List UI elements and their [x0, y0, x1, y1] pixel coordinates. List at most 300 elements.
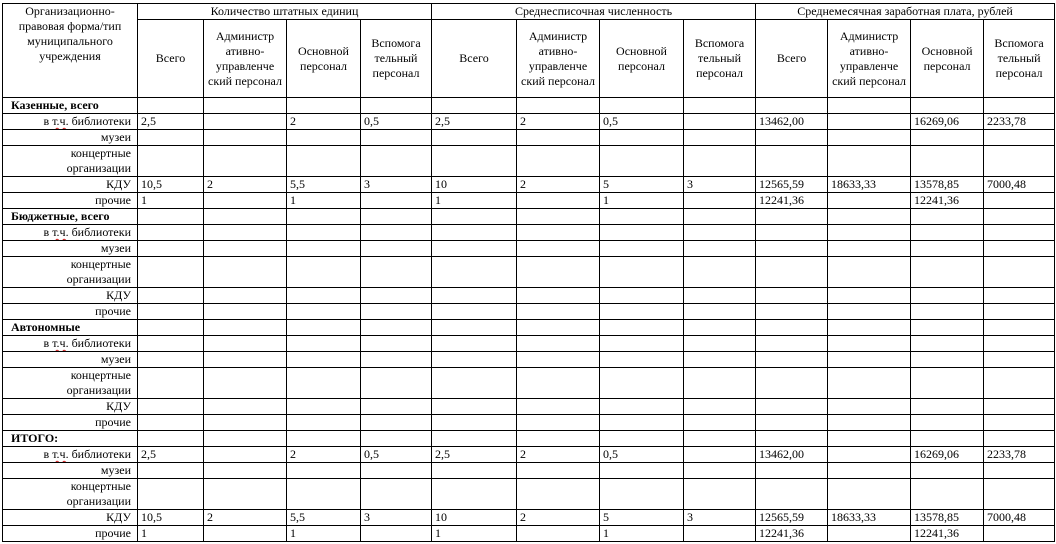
- subheader-admin-staff: Администр ативно-управленче ский персонал: [204, 20, 287, 98]
- subheader-main-staff: Основной персонал: [600, 20, 684, 98]
- table-cell: [600, 463, 684, 479]
- table-cell: 0,5: [361, 114, 432, 130]
- table-cell: 13578,85: [911, 177, 984, 193]
- table-cell: [684, 130, 756, 146]
- table-cell: [517, 352, 600, 368]
- table-cell: [517, 320, 600, 336]
- table-cell: [684, 288, 756, 304]
- table-cell: [517, 225, 600, 241]
- table-cell: [756, 241, 828, 257]
- table-cell: [756, 479, 828, 510]
- table-cell: 2,5: [138, 114, 204, 130]
- table-cell: [756, 336, 828, 352]
- table-cell: [361, 431, 432, 447]
- table-cell: [432, 241, 517, 257]
- table-cell: [204, 352, 287, 368]
- table-cell: [984, 352, 1055, 368]
- group-label: Казенные, всего: [3, 98, 138, 114]
- table-row: [3, 352, 1055, 368]
- table-cell: [204, 288, 287, 304]
- table-cell: [828, 146, 911, 177]
- table-cell: [756, 225, 828, 241]
- table-cell: [432, 130, 517, 146]
- table-cell: [138, 225, 204, 241]
- table-cell: [828, 320, 911, 336]
- table-cell: [828, 336, 911, 352]
- staff-salary-table: [2, 3, 1055, 542]
- subheader-admin-staff: Администр ативно-управленче ский персонал: [517, 20, 600, 98]
- table-cell: [828, 257, 911, 288]
- table-cell: [828, 193, 911, 209]
- table-cell: [684, 431, 756, 447]
- table-row: [3, 463, 1055, 479]
- table-cell: [828, 130, 911, 146]
- table-row: [3, 368, 1055, 399]
- subheader-total: Всего: [756, 20, 828, 98]
- table-cell: 1: [287, 526, 361, 542]
- table-cell: [684, 352, 756, 368]
- table-cell: [828, 225, 911, 241]
- table-cell: [828, 368, 911, 399]
- table-cell: [361, 98, 432, 114]
- table-cell: [138, 463, 204, 479]
- table-cell: 10,5: [138, 510, 204, 526]
- row-label: музеи: [3, 352, 138, 368]
- table-cell: [361, 304, 432, 320]
- table-cell: [138, 431, 204, 447]
- table-cell: [684, 463, 756, 479]
- row-label-suffix: библиотеки: [68, 336, 131, 350]
- table-cell: [600, 399, 684, 415]
- table-cell: [828, 304, 911, 320]
- table-cell: [517, 98, 600, 114]
- table-cell: [684, 98, 756, 114]
- table-cell: [432, 399, 517, 415]
- table-row: [3, 146, 1055, 177]
- table-cell: [138, 257, 204, 288]
- row-label: музеи: [3, 463, 138, 479]
- row-label: прочие: [3, 526, 138, 542]
- table-cell: [287, 241, 361, 257]
- table-cell: [287, 98, 361, 114]
- row-label: концертные организации: [3, 146, 138, 177]
- table-cell: [287, 463, 361, 479]
- table-cell: [756, 399, 828, 415]
- table-cell: [911, 320, 984, 336]
- table-cell: [984, 146, 1055, 177]
- table-cell: 2: [517, 510, 600, 526]
- table-cell: [828, 447, 911, 463]
- table-cell: [600, 146, 684, 177]
- table-cell: 5: [600, 510, 684, 526]
- table-cell: [684, 336, 756, 352]
- row-label-prefix: в: [43, 225, 53, 239]
- table-cell: [204, 368, 287, 399]
- table-cell: [432, 463, 517, 479]
- table-cell: [984, 241, 1055, 257]
- group-label: ИТОГО:: [3, 431, 138, 447]
- row-label-suffix: библиотеки: [68, 447, 131, 461]
- table-cell: [361, 479, 432, 510]
- table-cell: [984, 288, 1055, 304]
- row-label-prefix: в: [43, 114, 53, 128]
- header-row-groups: [3, 4, 1055, 20]
- table-cell: [600, 130, 684, 146]
- table-cell: [600, 479, 684, 510]
- subheader-admin-staff: Администр ативно-управленче ский персонал: [828, 20, 911, 98]
- table-cell: [517, 431, 600, 447]
- table-cell: 10: [432, 510, 517, 526]
- table-cell: [600, 304, 684, 320]
- table-group-row: [3, 209, 1055, 225]
- header-group-avg-salary: Среднемесячная заработная плата, рублей: [756, 4, 1055, 20]
- table-cell: 2,5: [432, 114, 517, 130]
- table-cell: 2: [287, 114, 361, 130]
- table-cell: [361, 193, 432, 209]
- table-cell: [600, 415, 684, 431]
- table-cell: [756, 209, 828, 225]
- table-cell: [756, 320, 828, 336]
- table-cell: 2: [204, 177, 287, 193]
- table-cell: [204, 320, 287, 336]
- table-row: [3, 225, 1055, 241]
- table-cell: [911, 463, 984, 479]
- table-cell: 7000,48: [984, 510, 1055, 526]
- table-cell: [828, 463, 911, 479]
- table-cell: [984, 368, 1055, 399]
- row-label: концертные организации: [3, 368, 138, 399]
- table-cell: [287, 399, 361, 415]
- row-label-abbrev: т.ч.: [52, 447, 69, 461]
- table-cell: 0,5: [361, 447, 432, 463]
- table-cell: [517, 304, 600, 320]
- row-label: музеи: [3, 241, 138, 257]
- subheader-total: Всего: [138, 20, 204, 98]
- table-cell: [361, 225, 432, 241]
- row-label-abbrev: т.ч.: [52, 114, 69, 128]
- row-label-prefix: в: [43, 336, 53, 350]
- table-cell: [204, 114, 287, 130]
- table-cell: [138, 130, 204, 146]
- table-cell: 2: [517, 447, 600, 463]
- table-cell: [204, 431, 287, 447]
- table-cell: [828, 288, 911, 304]
- header-row-subcolumns: [3, 20, 1055, 98]
- table-cell: [517, 257, 600, 288]
- table-cell: [361, 241, 432, 257]
- row-label: КДУ: [3, 399, 138, 415]
- table-cell: [517, 368, 600, 399]
- table-cell: [984, 209, 1055, 225]
- table-cell: [684, 193, 756, 209]
- table-cell: 2,5: [432, 447, 517, 463]
- table-cell: [600, 368, 684, 399]
- table-cell: [517, 288, 600, 304]
- table-cell: [600, 225, 684, 241]
- table-cell: 2: [517, 114, 600, 130]
- table-cell: 1: [432, 193, 517, 209]
- row-label-prefix: в: [43, 447, 53, 461]
- table-cell: [517, 415, 600, 431]
- table-cell: [828, 241, 911, 257]
- table-cell: [432, 336, 517, 352]
- table-cell: 12241,36: [911, 526, 984, 542]
- subheader-main-staff: Основной персонал: [287, 20, 361, 98]
- table-cell: [984, 257, 1055, 288]
- table-cell: [287, 257, 361, 288]
- table-cell: 2: [204, 510, 287, 526]
- table-cell: [911, 98, 984, 114]
- table-cell: [684, 209, 756, 225]
- table-cell: [984, 463, 1055, 479]
- table-cell: [204, 336, 287, 352]
- table-cell: 18633,33: [828, 177, 911, 193]
- table-cell: 1: [287, 193, 361, 209]
- table-cell: [756, 463, 828, 479]
- table-cell: [828, 415, 911, 431]
- table-cell: [361, 130, 432, 146]
- row-label-suffix: библиотеки: [68, 225, 131, 239]
- table-row: [3, 510, 1055, 526]
- table-cell: 7000,48: [984, 177, 1055, 193]
- table-cell: [432, 209, 517, 225]
- row-label-abbrev: т.ч.: [52, 336, 69, 350]
- table-cell: [432, 415, 517, 431]
- table-cell: [517, 209, 600, 225]
- table-cell: 16269,06: [911, 114, 984, 130]
- group-label: Автономные: [3, 320, 138, 336]
- table-cell: [684, 526, 756, 542]
- row-label: прочие: [3, 304, 138, 320]
- table-cell: 12241,36: [756, 526, 828, 542]
- table-cell: [287, 431, 361, 447]
- table-row: [3, 114, 1055, 130]
- table-cell: [204, 225, 287, 241]
- table-cell: [756, 431, 828, 447]
- table-cell: [911, 241, 984, 257]
- table-cell: [287, 130, 361, 146]
- table-cell: 10: [432, 177, 517, 193]
- table-cell: [756, 98, 828, 114]
- table-cell: [432, 304, 517, 320]
- table-cell: 1: [432, 526, 517, 542]
- table-cell: [911, 368, 984, 399]
- table-cell: [204, 479, 287, 510]
- table-cell: [756, 352, 828, 368]
- table-cell: 13578,85: [911, 510, 984, 526]
- table-cell: [138, 304, 204, 320]
- table-cell: [138, 288, 204, 304]
- table-cell: [911, 288, 984, 304]
- table-cell: [828, 114, 911, 130]
- table-cell: [756, 146, 828, 177]
- table-cell: [911, 352, 984, 368]
- row-label: концертные организации: [3, 257, 138, 288]
- table-cell: [828, 399, 911, 415]
- table-cell: 3: [684, 177, 756, 193]
- table-cell: [828, 479, 911, 510]
- table-cell: [517, 526, 600, 542]
- table-cell: [684, 399, 756, 415]
- table-cell: [432, 479, 517, 510]
- table-cell: [984, 479, 1055, 510]
- group-label: Бюджетные, всего: [3, 209, 138, 225]
- table-cell: [517, 130, 600, 146]
- subheader-main-staff: Основной персонал: [911, 20, 984, 98]
- table-cell: [432, 146, 517, 177]
- table-cell: [287, 352, 361, 368]
- table-cell: [204, 257, 287, 288]
- table-cell: [361, 415, 432, 431]
- table-cell: 13462,00: [756, 447, 828, 463]
- table-group-row: [3, 431, 1055, 447]
- table-cell: [684, 304, 756, 320]
- table-cell: [911, 415, 984, 431]
- table-cell: [287, 225, 361, 241]
- table-cell: 1: [138, 526, 204, 542]
- table-cell: [204, 146, 287, 177]
- table-cell: [138, 146, 204, 177]
- table-cell: [361, 336, 432, 352]
- table-cell: [287, 415, 361, 431]
- table-cell: [911, 257, 984, 288]
- table-cell: [684, 241, 756, 257]
- table-cell: [911, 225, 984, 241]
- table-cell: 2: [517, 177, 600, 193]
- table-cell: [517, 479, 600, 510]
- table-cell: [984, 399, 1055, 415]
- table-cell: [204, 241, 287, 257]
- table-cell: [600, 241, 684, 257]
- table-cell: [204, 463, 287, 479]
- table-cell: [138, 209, 204, 225]
- table-row: [3, 447, 1055, 463]
- row-label: музеи: [3, 130, 138, 146]
- table-cell: [517, 399, 600, 415]
- row-label: прочие: [3, 193, 138, 209]
- table-cell: [517, 193, 600, 209]
- table-group-row: [3, 98, 1055, 114]
- table-cell: [361, 368, 432, 399]
- table-cell: [911, 304, 984, 320]
- table-cell: [600, 431, 684, 447]
- table-cell: [204, 415, 287, 431]
- table-cell: [138, 415, 204, 431]
- header-org-form: Организационно-правовая форма/тип муниципального учреждения: [3, 4, 138, 98]
- table-cell: [684, 320, 756, 336]
- table-cell: [138, 479, 204, 510]
- table-cell: [138, 98, 204, 114]
- header-group-avg-headcount: Среднесписочная численность: [432, 4, 756, 20]
- table-cell: [828, 209, 911, 225]
- table-row: [3, 304, 1055, 320]
- table-row: [3, 336, 1055, 352]
- table-cell: [287, 209, 361, 225]
- row-label: КДУ: [3, 177, 138, 193]
- table-cell: [138, 336, 204, 352]
- table-cell: 1: [600, 526, 684, 542]
- table-cell: [432, 257, 517, 288]
- table-cell: [984, 304, 1055, 320]
- table-cell: [361, 352, 432, 368]
- table-cell: [204, 130, 287, 146]
- table-cell: 10,5: [138, 177, 204, 193]
- table-cell: [984, 415, 1055, 431]
- table-cell: [287, 320, 361, 336]
- table-cell: [756, 304, 828, 320]
- subheader-auxiliary-staff: Вспомога тельный персонал: [361, 20, 432, 98]
- table-cell: 3: [684, 510, 756, 526]
- table-row: [3, 241, 1055, 257]
- table-cell: [600, 320, 684, 336]
- table-row: [3, 177, 1055, 193]
- table-cell: [361, 288, 432, 304]
- table-cell: [756, 130, 828, 146]
- table-cell: [828, 98, 911, 114]
- row-label: [3, 225, 138, 241]
- table-cell: [756, 368, 828, 399]
- table-cell: 2,5: [138, 447, 204, 463]
- table-cell: [204, 209, 287, 225]
- table-cell: [361, 463, 432, 479]
- table-cell: [138, 368, 204, 399]
- table-cell: [984, 320, 1055, 336]
- table-cell: [361, 209, 432, 225]
- table-cell: [984, 336, 1055, 352]
- table-cell: 5,5: [287, 510, 361, 526]
- table-cell: [204, 98, 287, 114]
- table-cell: [361, 320, 432, 336]
- table-cell: 2233,78: [984, 114, 1055, 130]
- table-cell: [517, 146, 600, 177]
- subheader-auxiliary-staff: Вспомога тельный персонал: [984, 20, 1055, 98]
- table-cell: [984, 193, 1055, 209]
- table-cell: 3: [361, 510, 432, 526]
- table-cell: [911, 399, 984, 415]
- table-cell: [138, 352, 204, 368]
- table-cell: [361, 257, 432, 288]
- table-cell: [287, 368, 361, 399]
- row-label: КДУ: [3, 288, 138, 304]
- subheader-total: Всего: [432, 20, 517, 98]
- table-cell: [600, 336, 684, 352]
- table-cell: 1: [600, 193, 684, 209]
- table-cell: [756, 257, 828, 288]
- table-cell: [684, 114, 756, 130]
- table-cell: [911, 209, 984, 225]
- table-cell: [600, 288, 684, 304]
- table-row: [3, 415, 1055, 431]
- table-cell: [984, 98, 1055, 114]
- row-label: концертные организации: [3, 479, 138, 510]
- table-row: [3, 257, 1055, 288]
- table-cell: [204, 526, 287, 542]
- table-cell: [432, 431, 517, 447]
- row-label: [3, 447, 138, 463]
- row-label-suffix: библиотеки: [68, 114, 131, 128]
- table-row: [3, 193, 1055, 209]
- table-cell: 2233,78: [984, 447, 1055, 463]
- table-cell: [984, 431, 1055, 447]
- table-row: [3, 399, 1055, 415]
- table-cell: [756, 415, 828, 431]
- table-cell: [911, 146, 984, 177]
- table-cell: 5: [600, 177, 684, 193]
- table-cell: [684, 368, 756, 399]
- table-cell: [828, 352, 911, 368]
- table-cell: [361, 399, 432, 415]
- table-cell: [600, 98, 684, 114]
